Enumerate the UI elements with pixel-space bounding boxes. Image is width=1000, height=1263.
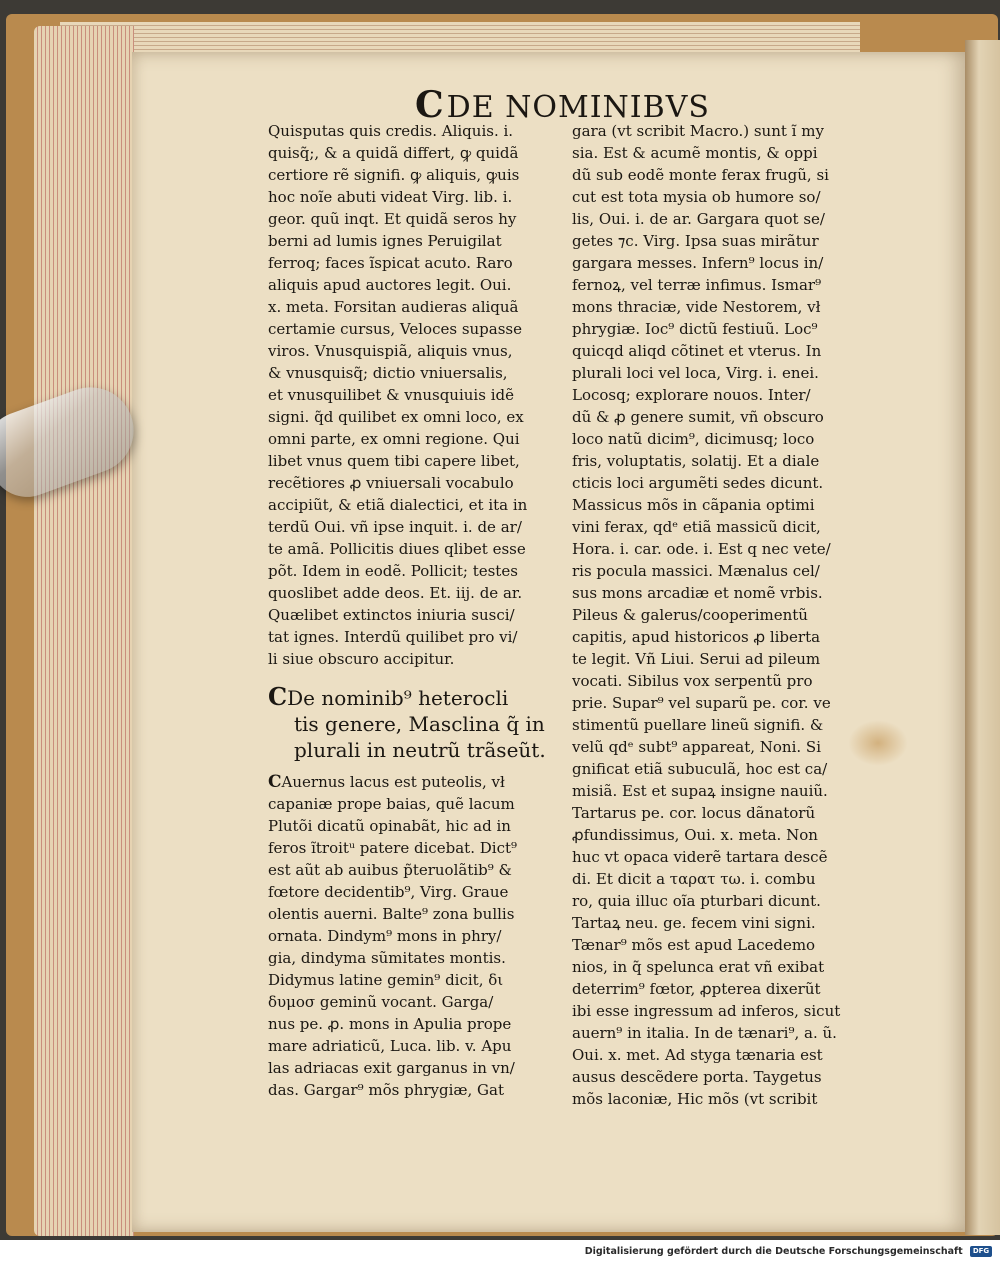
text-line: las adriacas exit garganus in vn/	[268, 1059, 515, 1077]
text-line: gia, dindyma sũmitates montis.	[268, 949, 506, 967]
text-line: li siue obscuro accipitur.	[268, 650, 455, 668]
text-line: Plutõi dicatũ opinabãt, hic ad in	[268, 817, 511, 835]
text-line: quoslibet adde deos. Et. iij. de ar.	[268, 584, 523, 602]
subheading-line: tis genere, Masclina q̃ in	[294, 712, 545, 736]
text-line: mare adriaticũ, Luca. lib. v. Apu	[268, 1037, 512, 1055]
text-line: tat ignes. Interdũ quilibet pro vi/	[268, 628, 518, 646]
text-line: Massicus mõs in cãpania optimi	[572, 496, 815, 514]
text-line: das. Gargar⁹ mõs phrygiæ, Gat	[268, 1081, 504, 1099]
text-line: Tænar⁹ mõs est apud Lacedemo	[572, 936, 816, 954]
text-line: Oui. x. met. Ad styga tænaria est	[572, 1046, 823, 1064]
text-line: quicqd aliqd cõtinet et vterus. In	[572, 342, 822, 360]
text-line: te legit. Vñ Liui. Serui ad pileum	[572, 650, 821, 668]
text-line: nios, in q̃ spelunca erat vñ exibat	[572, 958, 825, 976]
text-line: sia. Est & acumẽ montis, & oppi	[572, 144, 818, 162]
text-line: dũ & ꝓ genere sumit, vñ obscuro	[572, 408, 824, 426]
text-line: capitis, apud historicos ꝓ liberta	[572, 628, 821, 646]
text-line: Quisputas quis credis. Aliquis. i.	[268, 122, 514, 140]
text-line: ferroq; faces ĩspicat acuto. Raro	[268, 254, 513, 272]
heading-text: DE NOMINIBVS	[446, 90, 710, 125]
text-line	[268, 771, 558, 793]
text-line: capaniæ prope baias, quẽ lacum	[268, 795, 515, 813]
subheading-line: plurali in neutrũ trãseũt.	[294, 738, 546, 762]
text-line: Didymus latine gemin⁹ dicit, δι	[268, 971, 504, 989]
left-text-column	[268, 120, 558, 1101]
text-line: cut est tota mysia ob humore so/	[572, 188, 821, 206]
text-line: accipiũt, & etiã dialectici, et ita in	[268, 496, 528, 514]
text-line: ris pocula massici. Mænalus cel/	[572, 562, 820, 580]
text-line: est aũt ab auibus p̃teruolãtib⁹ &	[268, 861, 512, 879]
text-line: huc vt opaca viderẽ tartara descẽ	[572, 848, 828, 866]
text-line: feros ĩtroitᵘ patere dicebat. Dict⁹	[268, 839, 518, 857]
text-line: geor. quũ inqt. Et quidã seros hy	[268, 210, 517, 228]
text-line: sus mons arcadiæ et nomẽ vrbis.	[572, 584, 823, 602]
text-line: libet vnus quem tibi capere libet,	[268, 452, 520, 470]
text-line: aliquis apud auctores legit. Oui.	[268, 276, 512, 294]
text-line: gara (vt scribit Macro.) sunt ĩ my	[572, 122, 824, 140]
text-line: te amã. Pollicitis diues qlibet esse	[268, 540, 526, 558]
text-line: loco natũ dicim⁹, dicimusq; loco	[572, 430, 815, 448]
page-side-edges	[34, 26, 134, 1236]
text-line: phrygiæ. Ioc⁹ dictũ festiuũ. Loc⁹	[572, 320, 818, 338]
text-line: signi. q̃d quilibet ex omni loco, ex	[268, 408, 524, 426]
text-line: vocati. Sibilus vox serpentũ pro	[572, 672, 813, 690]
text-line: mõs laconiæ, Hic mõs (vt scribit	[572, 1090, 818, 1108]
subheading-paragraph-mark: C	[268, 684, 288, 711]
text-line: velũ qdᵉ subt⁹ appareat, Noni. Si	[572, 738, 821, 756]
text-line: auern⁹ in italia. In de tænari⁹, a. ũ.	[572, 1024, 837, 1042]
heading-paragraph-mark: C	[415, 84, 445, 126]
text-line: hoc noĩe abuti videat Virg. lib. i.	[268, 188, 513, 206]
paragraph-mark: C	[268, 772, 282, 792]
text-line: di. Et dicit a ταρατ τω. i. combu	[572, 870, 816, 888]
text-line: quisq̃;, & a quidã differt, ꝙ quidã	[268, 144, 519, 162]
footer-text: Digitalisierung gefördert durch die Deutsche Forschungsgemeinschaft	[584, 1246, 963, 1257]
text-line: cticis loci argumẽti sedes dicunt.	[572, 474, 824, 492]
text-line: dũ sub eodẽ monte ferax frugũ, si	[572, 166, 829, 184]
text-line: gargara messes. Infern⁹ locus in/	[572, 254, 824, 272]
text-line: fris, voluptatis, solatij. Et a diale	[572, 452, 820, 470]
text-line: misiã. Est et supaꝝ insigne nauiũ.	[572, 782, 828, 800]
subheading-line	[268, 684, 558, 711]
text-line: getes ⁊c. Virg. Ipsa suas mirãtur	[572, 232, 819, 250]
text-line: recẽtiores ꝓ vniuersali vocabulo	[268, 474, 514, 492]
subheading-text: De nominib⁹ heterocli	[287, 686, 509, 710]
text-line: Tartaꝝ neu. ge. fecem vini signi.	[572, 914, 816, 932]
text-line: deterrim⁹ fœtor, ꝓpterea dixerũt	[572, 980, 821, 998]
text-line: Pileus & galerus/cooperimentũ	[572, 606, 808, 624]
text-line: x. meta. Forsitan audieras aliquã	[268, 298, 519, 316]
text-line: Locosq; explorare nouos. Inter/	[572, 386, 811, 404]
facing-page-edge	[965, 40, 1000, 1235]
text-line: lis, Oui. i. de ar. Gargara quot se/	[572, 210, 825, 228]
text-line: terdũ Oui. vñ ipse inquit. i. de ar/	[268, 518, 522, 536]
text-line: fœtore decidentib⁹, Virg. Graue	[268, 883, 509, 901]
text-line: fernoꝝ, vel terræ infimus. Ismar⁹	[572, 276, 822, 294]
left-column-second-block	[268, 771, 558, 1101]
text-line: ro, quia illuc oĩa pturbari dicunt.	[572, 892, 821, 910]
text-line: viros. Vnusquispiã, aliquis vnus,	[268, 342, 513, 360]
text-line: nus pe. ꝓ. mons in Apulia prope	[268, 1015, 512, 1033]
text-line: ausus descẽdere porta. Taygetus	[572, 1068, 822, 1086]
text-line: omni parte, ex omni regione. Qui	[268, 430, 520, 448]
text-line: stimentũ puellare lineũ signifi. &	[572, 716, 824, 734]
left-column-first-block	[268, 120, 558, 670]
text-line: Quælibet extinctos iniuria susci/	[268, 606, 515, 624]
text-line: Hora. i. car. ode. i. Est q nec vete/	[572, 540, 831, 558]
text-line: vini ferax, qdᵉ etiã massicũ dicit,	[572, 518, 821, 536]
text-line: plurali loci vel loca, Virg. i. enei.	[572, 364, 819, 382]
line-text: Auernus lacus est puteolis, vł	[281, 773, 505, 791]
text-line: olentis auerni. Balte⁹ zona bullis	[268, 905, 515, 923]
dfg-logo-icon: DFG	[970, 1246, 992, 1257]
text-line: ornata. Dindym⁹ mons in phry/	[268, 927, 502, 945]
text-line: põt. Idem in eodẽ. Pollicit; testes	[268, 562, 518, 580]
text-line: δυμοσ geminũ vocant. Garga/	[268, 993, 494, 1011]
digitization-footer	[585, 1243, 992, 1261]
text-line: certiore rẽ signifi. ꝙ aliquis, ꝙuis	[268, 166, 520, 184]
text-line: ibi esse ingressum ad inferos, sicut	[572, 1002, 841, 1020]
text-line: Tartarus pe. cor. locus dãnatorũ	[572, 804, 816, 822]
text-line: et vnusquilibet & vnusquiuis idẽ	[268, 386, 514, 404]
text-line: prie. Supar⁹ vel suparũ pe. cor. ve	[572, 694, 831, 712]
text-line: berni ad lumis ignes Peruigilat	[268, 232, 502, 250]
text-line: mons thraciæ, vide Nestorem, vł	[572, 298, 821, 316]
text-line: gnificat etiã subuculã, hoc est ca/	[572, 760, 828, 778]
text-line: certamie cursus, Veloces supasse	[268, 320, 522, 338]
right-text-column	[572, 120, 872, 1110]
section-subheading	[268, 684, 558, 763]
text-line: & vnusquisq̃; dictio vniuersalis,	[268, 364, 508, 382]
text-line: ꝓfundissimus, Oui. x. meta. Non	[572, 826, 818, 844]
